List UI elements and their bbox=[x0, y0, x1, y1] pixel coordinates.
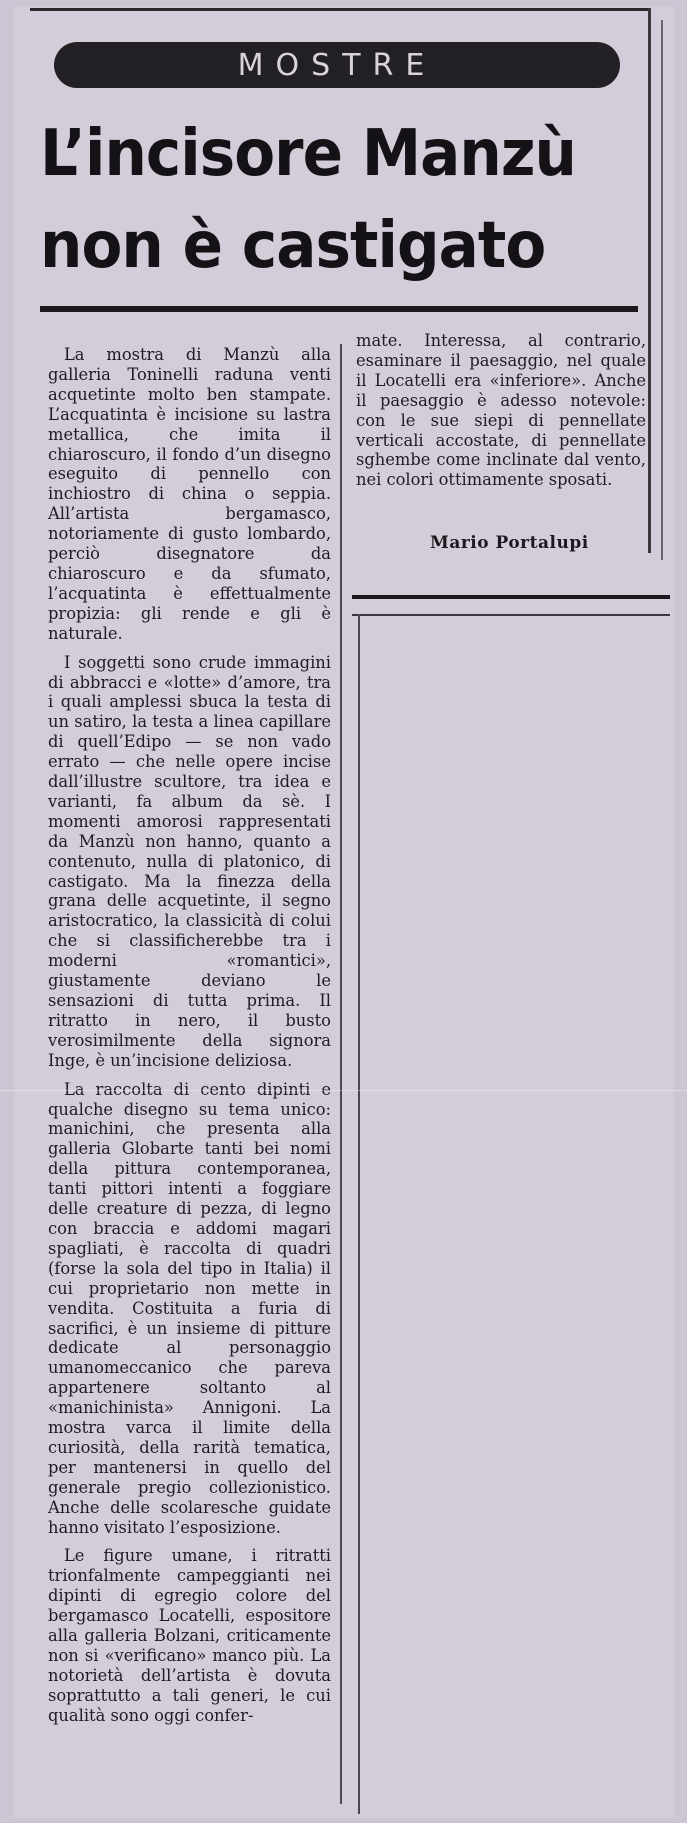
headline bbox=[40, 108, 650, 292]
headline-line-1: L’incisore Manzù bbox=[40, 117, 576, 191]
column-divider bbox=[340, 344, 342, 1804]
paragraph-2: I soggetti sono crude immagini di abbracci e «lotte» d’amore, tra i quali amplessi sbuca la testa di un satiro, la testa a linea capillare di quell’Edipo — se non vado errato — che nelle opere incise dall’illustre scultore, tra idea e varianti, fa album da sè. I momenti amorosi rappresentati da Manzù non hanno, quanto a contenuto, nulla di platonico, di castigato. Ma la finezza della grana delle acquetinte, il segno aristocratico, la classicità di colui che si classificherebbe tra i moderni «romantici», giustamente deviano le sensazioni di tutta prima. Il ritratto in nero, il busto verosimilmente della signora Inge, è un’incisione deliziosa. bbox=[48, 652, 331, 1070]
headline-line-2: non è castigato bbox=[40, 209, 546, 283]
article-column-right bbox=[356, 331, 646, 490]
headline-rule bbox=[40, 306, 638, 312]
paragraph-3: La raccolta di cento dipinti e qualche disegno su tema unico: manichini, che presenta alla galleria Globarte tanti bei nomi della pittura contemporanea, tanti pittori intenti a foggiare delle creature di pezza, di legno con braccia e addomi magari spagliati, è raccolta di quadri (forse la sola del tipo in Italia) il cui proprietario non mette in vendita. Costituita a furia di sacrifici, è un insieme di pitture dedicate al personaggio umanomeccanico che pareva appartenere soltanto al «manichinista» Annigoni. La mostra varca il limite della curiosità, della rarità tematica, per mantenersi in quello del generale pregio collezionistico. Anche delle scolaresche guidate hanno visitato l’esposizione. bbox=[48, 1079, 331, 1537]
article-column-left bbox=[48, 345, 331, 1726]
box-top-rule-thin bbox=[352, 614, 670, 616]
paragraph-continuation: mate. Interessa, al contrario, esaminare il paesaggio, nel quale il Locatelli era «inferiore». Anche il paesaggio è adesso notevole: con le sue siepi di pennellate verticali accostate, di pennellate sghembe come inclinate dal vento, nei colori ottimamente sposati. bbox=[356, 331, 646, 490]
paper-fold bbox=[0, 1090, 687, 1091]
section-label: MOSTRE bbox=[237, 47, 437, 83]
paragraph-4: Le figure umane, i ritratti trionfalmente campeggianti nei dipinti di egregio colore del bergamasco Locatelli, espositore alla galleria Bolzani, criticamente non si «verificano» manco più. La notorietà dell’artista è dovuta soprattutto a tali generi, le cui qualità sono oggi confer- bbox=[48, 1546, 331, 1725]
frame-right-rule-outer bbox=[661, 20, 663, 560]
box-top-rule bbox=[352, 595, 670, 599]
box-left-rule bbox=[358, 614, 360, 1814]
section-banner bbox=[54, 42, 620, 88]
paragraph-1: La mostra di Manzù alla galleria Toninelli raduna venti acquetinte molto ben stampate. L’acquatinta è incisione su lastra metallica, che imita il chiaroscuro, il fondo d’un disegno eseguito di pennello con inchiostro di china o seppia. All’artista bergamasco, notoriamente di gusto lombardo, perciò disegnatore da chiaroscuro e da sfumato, l’acquatinta è effettualmente propizia: gli rende e gli è naturale. bbox=[48, 345, 331, 643]
frame-top-rule bbox=[30, 8, 650, 11]
author-signature: Mario Portalupi bbox=[430, 533, 589, 553]
